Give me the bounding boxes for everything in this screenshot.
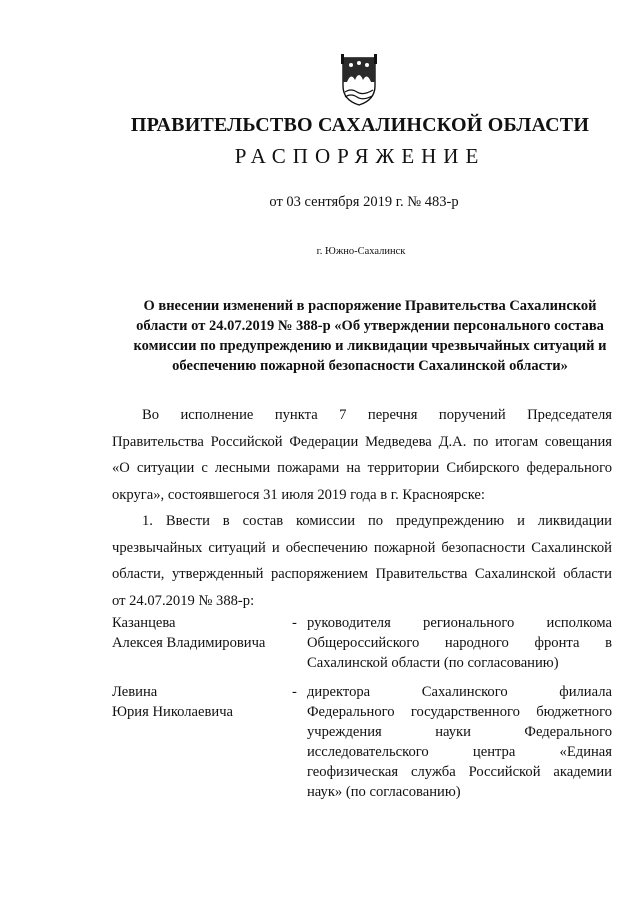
role-line: наук» (по согласованию) xyxy=(307,784,461,800)
organization-title: ПРАВИТЕЛЬСТВО САХАЛИНСКОЙ ОБЛАСТИ xyxy=(130,114,590,136)
paragraph-line: «О ситуации с лесными пожарами на территории Сибирского федерального xyxy=(112,460,612,476)
paragraph-line: от 24.07.2019 № 388-р: xyxy=(112,592,255,609)
member-name xyxy=(112,682,292,722)
role-line: геофизическая служба Российской академии xyxy=(307,764,612,780)
clause-1-paragraph xyxy=(112,508,612,614)
member-given-names: Алексея Владимировича xyxy=(112,635,266,651)
paragraph-line: округа», состоявшегося 31 июля 2019 года в г. Красноярске: xyxy=(112,486,485,503)
member-role xyxy=(307,682,612,802)
member-dash: - xyxy=(292,615,297,631)
document-subject xyxy=(120,296,620,376)
role-line: Сахалинской области (по согласованию) xyxy=(307,655,559,671)
role-line: Общероссийского народного фронта в xyxy=(307,635,612,651)
document-date-number: от 03 сентября 2019 г. № 483-р xyxy=(269,194,459,210)
role-line: руководителя регионального исполкома xyxy=(307,615,612,631)
member-surname: Казанцева xyxy=(112,615,176,631)
paragraph-line: Правительства Российской Федерации Медведева Д.А. по итогам совещания xyxy=(112,433,612,450)
role-line: Федерального государственного бюджетного xyxy=(307,704,612,720)
coat-of-arms-emblem-icon xyxy=(339,52,379,107)
issuing-city: г. Южно-Сахалинск xyxy=(316,246,406,257)
paragraph-line: 1. Ввести в состав комиссии по предупреждению и ликвидации xyxy=(142,513,612,529)
paragraph-line: чрезвычайных ситуаций и обеспечению пожарной безопасности Сахалинской xyxy=(112,539,612,556)
subject-line: О внесении изменений в распоряжение Правительства Сахалинской xyxy=(143,298,597,314)
member-name xyxy=(112,613,292,653)
member-given-names: Юрия Николаевича xyxy=(112,704,234,720)
member-dash: - xyxy=(292,684,297,700)
subject-line: области от 24.07.2019 № 388-р «Об утверждении персонального состава xyxy=(136,318,604,334)
paragraph-line: области, утвержденный распоряжением Правительства Сахалинской области xyxy=(112,566,612,582)
paragraph-line: Во исполнение пункта 7 перечня поручений Председателя xyxy=(142,407,612,423)
subject-line: комиссии по предупреждению и ликвидации чрезвычайных ситуаций и xyxy=(133,338,607,354)
member-surname: Левина xyxy=(112,684,158,700)
role-line: исследовательского центра «Единая xyxy=(307,744,612,760)
member-role xyxy=(307,613,612,673)
preamble-paragraph xyxy=(112,402,612,508)
document-type: РАСПОРЯЖЕНИЕ xyxy=(234,144,486,168)
subject-line: обеспечению пожарной безопасности Сахалинской области» xyxy=(172,358,568,374)
role-line: директора Сахалинского филиала xyxy=(307,684,612,700)
role-line: учреждения науки Федерального xyxy=(307,724,612,740)
